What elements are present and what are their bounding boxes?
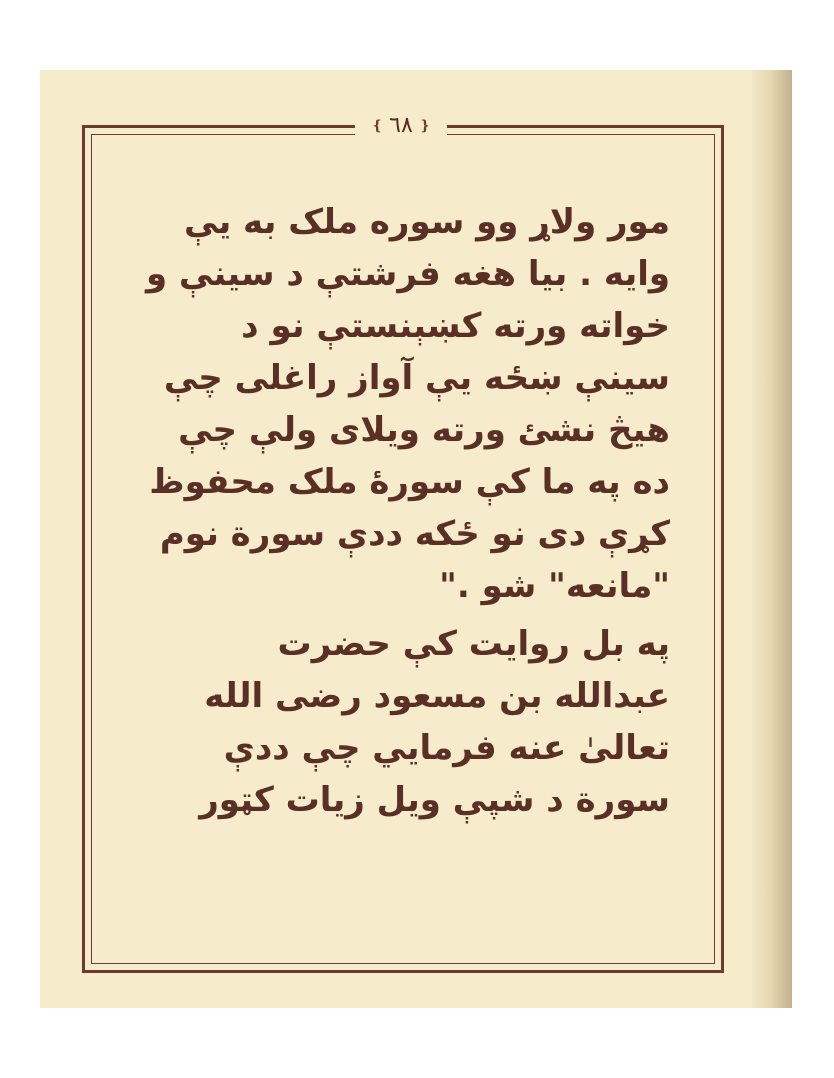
text-line: "مانعه" شو ." <box>439 566 670 606</box>
text-line: خواته ورته کښېنستې نو د <box>241 306 670 346</box>
text-line: مور ولاړ وو سوره ملک به یې <box>184 202 670 242</box>
book-spine-shadow <box>752 70 792 1008</box>
text-line: ده په ما کې سورهٔ ملک محفوظ <box>149 462 670 502</box>
text-line: عبدالله بن مسعود رضی الله <box>204 676 670 716</box>
page-number: ٦٨ <box>389 113 413 138</box>
text-line: سینې ښځه یې آواز راغلی چې <box>163 358 670 398</box>
text-line: وایه . بیا هغه فرشتې د سینې و <box>145 254 670 294</box>
text-line: سورة د شپې ویل زیات کټور <box>199 780 670 820</box>
text-line: په بل روایت کې حضرت <box>277 624 670 664</box>
page-header <box>355 110 447 142</box>
text-line: کړې دی نو ځکه ددې سورة نوم <box>159 514 670 554</box>
ornament-left-icon: ❴ <box>371 118 384 134</box>
ornament-right-icon: ❵ <box>418 118 431 134</box>
body-text <box>140 196 670 826</box>
text-line: هیڅ نشئ ورته ویلای ولې چې <box>178 410 670 450</box>
text-line: تعالیٰ عنه فرمایي چې ددې <box>223 728 670 768</box>
